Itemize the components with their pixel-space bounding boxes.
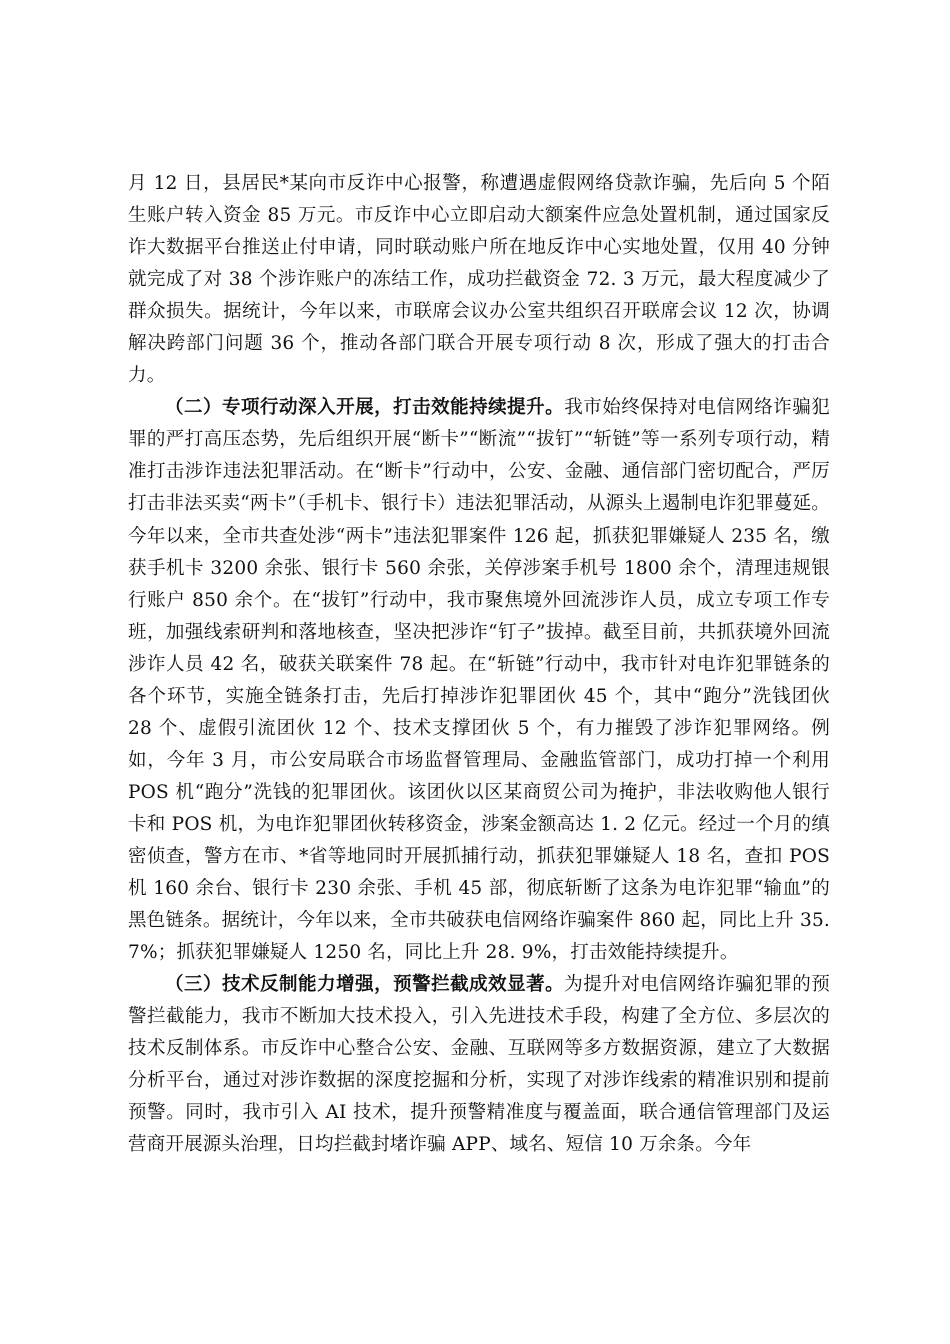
paragraph-body-text: 月 12 日，县居民*某向市反诈中心报警，称遭遇虚假网络贷款诈骗，先后向 5 个陌生账户转入资金 85 万元。市反诈中心立即启动大额案件应急处置机制，通过国家反诈大数据平台推送止付申请，同时联动账户所在地反诈中心实地处置，仅用 40 分钟就完成了对 38 个涉诈账户的冻结工作，成功拦截资金 72. 3 万元，最大程度减少了群众损失。据统计，今年以来，市联席会议办公室共组织召开联席会议 12 次，协调解决跨部门问题 36 个，推动各部门联合开展专项行动 8 次，形成了强大的打击合力。 (128, 173, 830, 387)
section-heading-2: （二）专项行动深入开展，打击效能持续提升。 (165, 397, 565, 419)
paragraph-section-3 (128, 969, 830, 1161)
paragraph-section-2 (128, 392, 830, 969)
paragraph-continuation (128, 168, 830, 392)
section-heading-3: （三）技术反制能力增强，预警拦截成效显著。 (165, 974, 565, 996)
paragraph-body-text: 为提升对电信网络诈骗犯罪的预警拦截能力，我市不断加大技术投入，引入先进技术手段，构建了全方位、多层次的技术反制体系。市反诈中心整合公安、金融、互联网等多方数据资源，建立了大数据分析平台，通过对涉诈数据的深度挖掘和分析，实现了对涉诈线索的精准识别和提前预警。同时，我市引入 AI 技术，提升预警精准度与覆盖面，联合通信管理部门及运营商开展源头治理，日均拦截封堵诈骗 APP、域名、短信 10 万余条。今年 (128, 974, 830, 1156)
paragraph-body-text: 我市始终保持对电信网络诈骗犯罪的严打高压态势，先后组织开展“断卡”“断流”“拔钉”“斩链”等一系列专项行动，精准打击涉诈违法犯罪活动。在“断卡”行动中，公安、金融、通信部门密切配合，严厉打击非法买卖“两卡”（手机卡、银行卡）违法犯罪活动，从源头上遏制电诈犯罪蔓延。今年以来，全市共查处涉“两卡”违法犯罪案件 126 起，抓获犯罪嫌疑人 235 名，缴获手机卡 3200 余张、银行卡 560 余张，关停涉案手机号 1800 余个，清理违规银行账户 850 余个。在“拔钉”行动中，我市聚焦境外回流涉诈人员，成立专项工作专班，加强线索研判和落地核查，坚决把涉诈“钉子”拔掉。截至目前，共抓获境外回流涉诈人员 42 名，破获关联案件 78 起。在“斩链”行动中，我市针对电诈犯罪链条的各个环节，实施全链条打击，先后打掉涉诈犯罪团伙 45 个，其中“跑分”洗钱团伙 28 个、虚假引流团伙 12 个、技术支撑团伙 5 个，有力摧毁了涉诈犯罪网络。例如，今年 3 月，市公安局联合市场监督管理局、金融监管部门，成功打掉一个利用 POS 机“跑分”洗钱的犯罪团伙。该团伙以区某商贸公司为掩护，非法收购他人银行卡和 POS 机，为电诈犯罪团伙转移资金，涉案金额高达 1. 2 亿元。经过一个月的缜密侦查，警方在市、*省等地同时开展抓捕行动，抓获犯罪嫌疑人 18 名，查扣 POS 机 160 余台、银行卡 230 余张、手机 45 部，彻底斩断了这条为电诈犯罪“输血”的黑色链条。据统计，今年以来，全市共破获电信网络诈骗案件 860 起，同比上升 35. 7%；抓获犯罪嫌疑人 1250 名，同比上升 28. 9%，打击效能持续提升。 (128, 397, 831, 964)
document-body (128, 168, 830, 1161)
